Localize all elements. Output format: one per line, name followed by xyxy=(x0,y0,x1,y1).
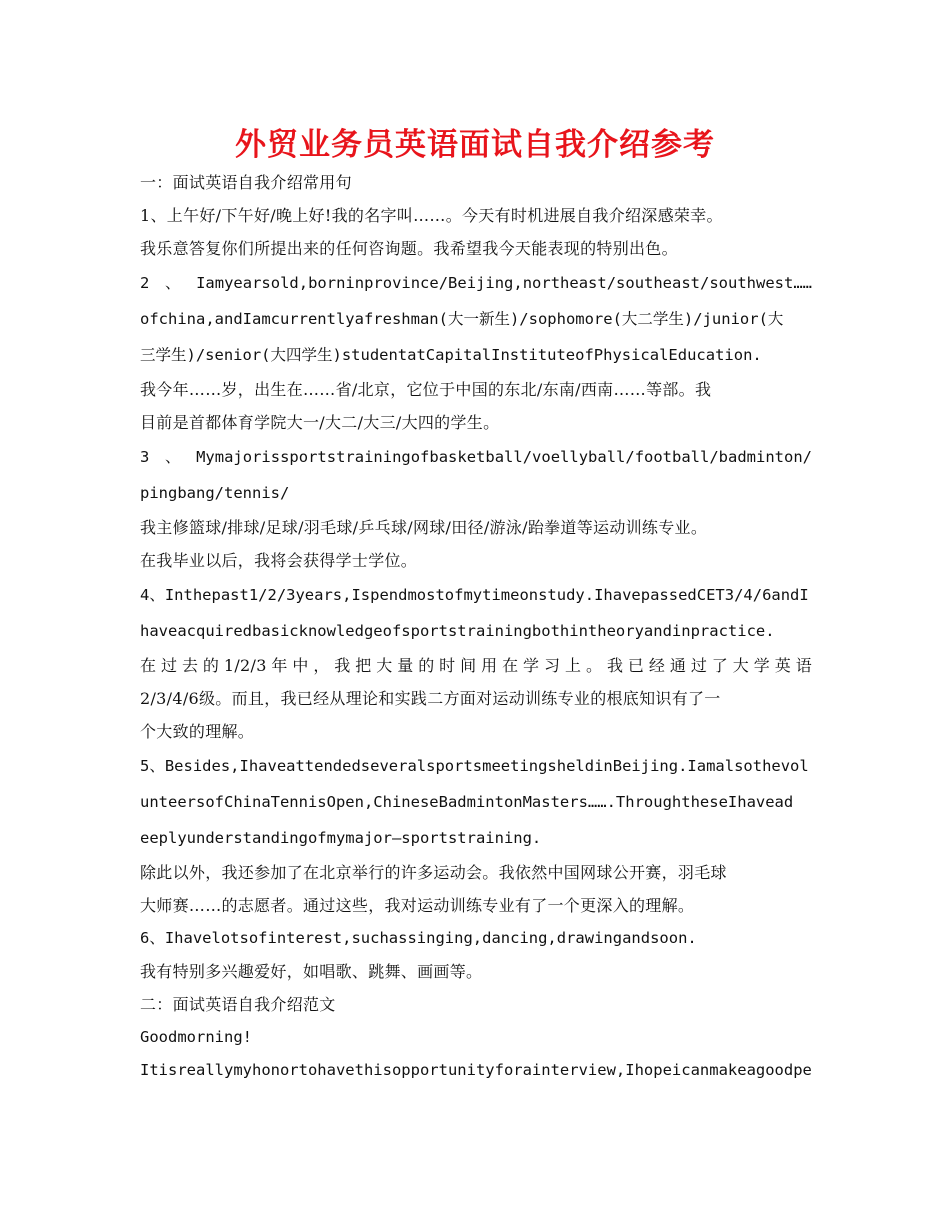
body-line: 我今年……岁，出生在……省/北京，它位于中国的东北/东南/西南……等部。我 xyxy=(140,380,712,399)
body-line: 2/3/4/6级。而且，我已经从理论和实践二方面对运动训练专业的根底知识有了一 xyxy=(140,689,721,708)
body-line: 三学生)/senior(大四学生)studentatCapitalInstituteofPhysicalEducation. xyxy=(140,346,762,364)
body-line: 我有特别多兴趣爱好，如唱歌、跳舞、画画等。 xyxy=(140,962,483,981)
body-line: 4、Inthepast1/2/3years,Ispendmostofmytimeonstudy.IhavepassedCET3/4/6andI xyxy=(140,586,809,604)
body-line: unteersofChinaTennisOpen,ChineseBadmintonMasters…….ThroughtheseIhavead xyxy=(140,793,794,811)
body-line: pingbang/tennis/ xyxy=(140,484,290,502)
document-body xyxy=(140,166,812,1087)
body-line: 2、Iamyearsold,borninprovince/Beijing,northeast/southeast/southwest…… xyxy=(140,274,812,292)
body-line: 一：面试英语自我介绍常用句 xyxy=(140,173,352,192)
body-line: 3、Mymajorissportstrainingofbasketball/voellyball/football/badminton/ xyxy=(140,448,812,466)
body-line: ofchina,andIamcurrentlyafreshman(大一新生)/sophomore(大二学生)/junior(大 xyxy=(140,310,784,328)
body-line: 大师赛……的志愿者。通过这些，我对运动训练专业有了一个更深入的理解。 xyxy=(140,896,695,915)
body-line: 我乐意答复你们所提出来的任何咨询题。我希望我今天能表现的特别出色。 xyxy=(140,239,678,258)
body-line: Goodmorning! xyxy=(140,1028,252,1046)
body-line: 1、上午好/下午好/晚上好!我的名字叫……。今天有时机进展自我介绍深感荣幸。 xyxy=(140,206,723,225)
body-line: 6、Ihavelotsofinterest,suchassinging,dancing,drawingandsoon. xyxy=(140,929,697,947)
body-line: haveacquiredbasicknowledgeofsportstrainingbothintheoryandinpractice. xyxy=(140,622,775,640)
body-line: 个大致的理解。 xyxy=(140,722,255,741)
body-line: 二：面试英语自我介绍范文 xyxy=(140,995,336,1014)
body-line: 目前是首都体育学院大一/大二/大三/大四的学生。 xyxy=(140,413,500,432)
body-line: 5、Besides,IhaveattendedseveralsportsmeetingsheldinBeijing.Iamalsothevol xyxy=(140,757,809,775)
body-line: 在我毕业以后，我将会获得学士学位。 xyxy=(140,551,418,570)
body-line: Itisreallymyhonortohavethisopportunityforainterview,Ihopeicanmakeagoodpe xyxy=(140,1061,812,1079)
body-line: 除此以外，我还参加了在北京举行的许多运动会。我依然中国网球公开赛，羽毛球 xyxy=(140,863,727,882)
body-line: eeplyunderstandingofmymajor—sportstraining. xyxy=(140,829,542,847)
body-line: 我主修篮球/排球/足球/羽毛球/乒乓球/网球/田径/游泳/跆拳道等运动训练专业。 xyxy=(140,518,708,537)
body-line: 在过去的1/2/3年中，我把大量的时间用在学习上。我已经通过了大学英语 xyxy=(140,656,812,675)
document-title: 外贸业务员英语面试自我介绍参考 xyxy=(235,127,715,163)
